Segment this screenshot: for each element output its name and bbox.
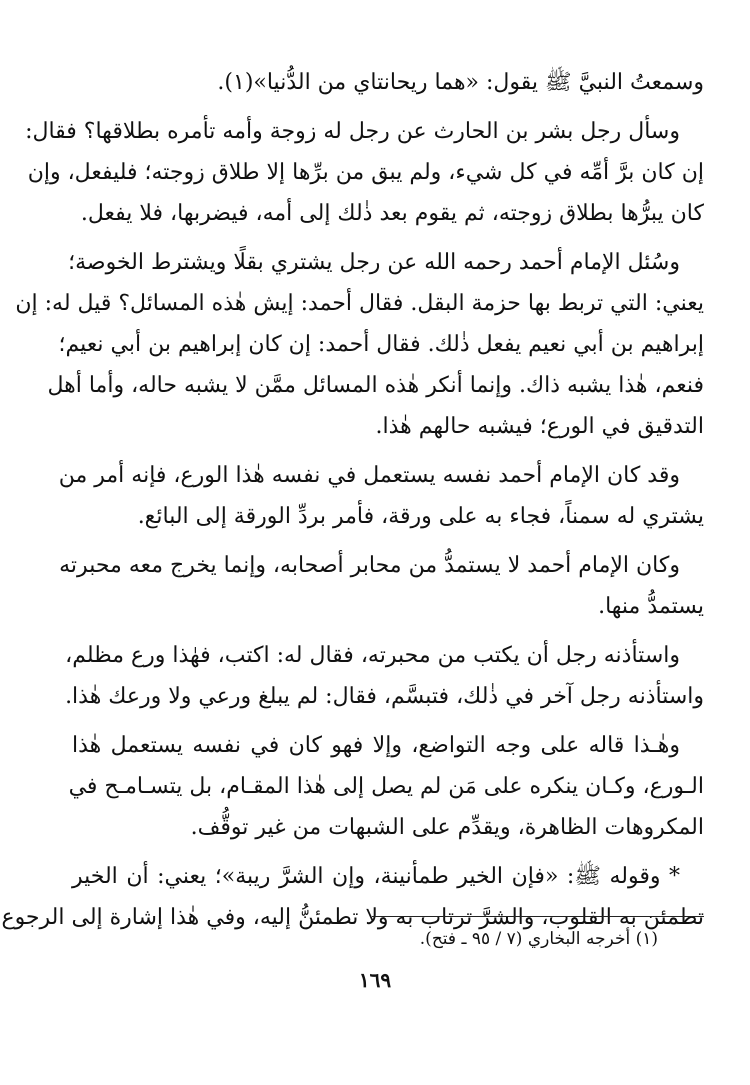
text-line: وسُئل الإمام أحمد رحمه الله عن رجل يشتري بقلًا ويشترط الخوصة؛ [68, 250, 680, 275]
page-number: ١٦٩ [358, 968, 392, 992]
text-line: تطمئن به القلوب، والشرَّ ترتاب به ولا تطمئنُّ إليه، وفي هٰذا إشارة إلى الرجوع [1, 905, 704, 930]
text-line: وقد كان الإمام أحمد نفسه يستعمل في نفسه هٰذا الورع، فإنه أمر من [58, 463, 680, 488]
text-line: واستأذنه رجل آخر في ذٰلك، فتبسَّم، فقال: لم يبلغ ورعي ولا ورعك هٰذا. [65, 684, 704, 709]
text-line: وهٰـذا قاله على وجه التواضع، وإلا فهو كان في نفسه يستعمل هٰذا [72, 733, 680, 758]
text-line: وسأل رجل بشر بن الحارث عن رجل له زوجة وأمه تأمره بطلاقها؟ فقال: [25, 119, 680, 144]
text-line: إن كان برَّ أمِّه في كل شيء، ولم يبق من برِّها إلا طلاق زوجته؛ فليفعل، وإن [27, 160, 704, 185]
text-line: * وقوله ﷺ: «فإن الخير طمأنينة، وإن الشرَّ ريبة»؛ يعني: أن الخير [72, 864, 680, 889]
paragraph [15, 242, 704, 447]
text-line: إبراهيم بن أبي نعيم يفعل ذٰلك. فقال أحمد: إن كان إبراهيم بن أبي نعيم؛ [58, 332, 704, 357]
text-line: الـورع، وكـان ينكره على مَن لم يصل إلى هٰذا المقـام، بل يتسـامـح في [68, 774, 704, 799]
paragraph [59, 545, 704, 627]
text-line: المكروهات الظاهرة، ويقدِّم على الشبهات من غير توقُّف. [190, 815, 704, 840]
text-line: يستمدُّ منها. [598, 594, 704, 619]
paragraph [65, 635, 704, 717]
paragraph [58, 455, 704, 537]
text-line: التدقيق في الورع؛ فيشبه حالهم هٰذا. [375, 414, 704, 439]
text-line: فنعم، هٰذا يشبه ذاك. وإنما أنكر هٰذه المسائل ممَّن لا يشبه حاله، وأما أهل [47, 373, 704, 398]
footnote-divider [372, 916, 704, 917]
text-line: واستأذنه رجل أن يكتب من محبرته، فقال له: اكتب، فهٰذا ورع مظلم، [65, 643, 680, 668]
footnote: (١) أخرجه البخاري (٧ / ٩٥ ـ فتح). [419, 929, 658, 949]
text-line: وكان الإمام أحمد لا يستمدُّ من محابر أصحابه، وإنما يخرج معه محبرته [59, 553, 680, 578]
paragraph [72, 62, 704, 103]
paragraph [68, 725, 704, 848]
page-body [1, 62, 704, 946]
text-line: يعني: التي تربط بها حزمة البقل. فقال أحمد: إيش هٰذه المسائل؟ قيل له: إن [15, 291, 704, 316]
text-line: يشتري له سمناً، فجاء به على ورقة، فأمر بردِّ الورقة إلى البائع. [137, 504, 704, 529]
text-line: وسمعتُ النبيَّ ﷺ يقول: «هما ريحانتاي من الدُّنيا»(١). [217, 70, 704, 95]
paragraph [25, 111, 704, 234]
text-line: كان يبرُّها بطلاق زوجته، ثم يقوم بعد ذٰلك إلى أمه، فيضربها، فلا يفعل. [80, 201, 704, 226]
